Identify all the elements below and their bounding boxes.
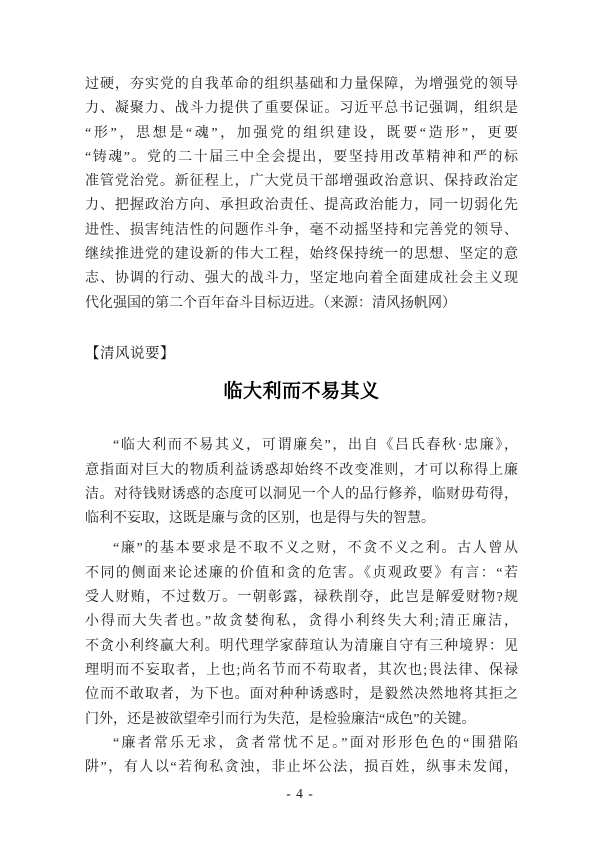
- text-line: 代化强国的第二个百年奋斗目标迈进。（来源：清风扬帆网）: [85, 295, 456, 311]
- text-line: 洁。对待钱财诱惑的态度可以洞见一个人的品行修养，临财毋苟得，: [85, 486, 518, 502]
- text-line: 不贪小利终赢大利。明代理学家薛瑄认为清廉自守有三种境界：见: [85, 638, 518, 654]
- page-footer: [0, 786, 600, 802]
- paragraph-continuation: [85, 73, 518, 316]
- text-line: 理明而不妄取者，上也;尚名节而不苟取者，其次也;畏法律、保禄: [85, 662, 518, 678]
- text-line: 进性、损害纯洁性的问题作斗争，毫不动摇坚持和完善党的领导、: [85, 222, 518, 238]
- text-line: 门外，还是被欲望牵引而行为失范，是检验廉洁“成色”的关键。: [85, 711, 476, 727]
- text-line: 意指面对巨大的物质利益诱惑却始终不改变准则，才可以称得上廉: [85, 462, 518, 478]
- page-content: [85, 0, 518, 780]
- article-paragraph: [85, 434, 518, 531]
- page-number: - 4 -: [286, 786, 314, 801]
- text-line: “廉者常乐无求，贪者常忧不足。”面对形形色色的“围猎陷: [113, 735, 518, 751]
- text-line: 位而不敢取者，为下也。面对种种诱惑时，是毅然决然地将其拒之: [85, 687, 518, 703]
- text-line: “临大利而不易其义，可谓廉矣”，出自《吕氏春秋·忠廉》，: [113, 438, 518, 454]
- text-line: “廉”的基本要求是不取不义之财，不贪不义之利。古人曾从: [113, 541, 518, 557]
- section-label: 【清风说要】: [85, 345, 175, 362]
- text-line: 小得而大失者也。”故贪婪徇私，贪得小利终失大利;清正廉洁，: [85, 614, 518, 630]
- article-paragraph: [85, 537, 518, 731]
- text-line: “形”，思想是“魂”，加强党的组织建设，既要“造形”，更要: [85, 125, 518, 141]
- article-title: 临大利而不易其义: [223, 381, 380, 403]
- text-line: 过硬，夯实党的自我革命的组织基础和力量保障，为增强党的领导: [85, 77, 518, 92]
- text-line: 临利不妄取，这既是廉与贪的区别，也是得与失的智慧。: [85, 511, 435, 527]
- text-line: 继续推进党的建设新的伟大工程，始终保持统一的思想、坚定的意: [85, 247, 518, 263]
- text-line: “铸魂”。党的二十届三中全会提出，要坚持用改革精神和严的标: [85, 149, 518, 165]
- text-line: 力、凝聚力、战斗力提供了重要保证。习近平总书记强调，组织是: [85, 101, 518, 117]
- text-line: 力、把握政治方向、承担政治责任、提高政治能力，同一切弱化先: [85, 198, 518, 214]
- text-line: 阱”，有人以“若徇私贪浊，非止坏公法，损百姓，纵事未发闻，: [85, 760, 518, 776]
- text-line: 不同的侧面来论述廉的价值和贪的危害。《贞观政要》有言：“若: [85, 565, 518, 581]
- article-paragraph: [85, 732, 518, 781]
- text-line: 志、协调的行动、强大的战斗力，坚定地向着全面建成社会主义现: [85, 271, 518, 287]
- text-line: 受人财贿，不过数万。一朝彰露，禄秩削夺，此岂是解爱财物?规: [85, 590, 518, 606]
- text-line: 准管党治党。新征程上，广大党员干部增强政治意识、保持政治定: [85, 174, 518, 190]
